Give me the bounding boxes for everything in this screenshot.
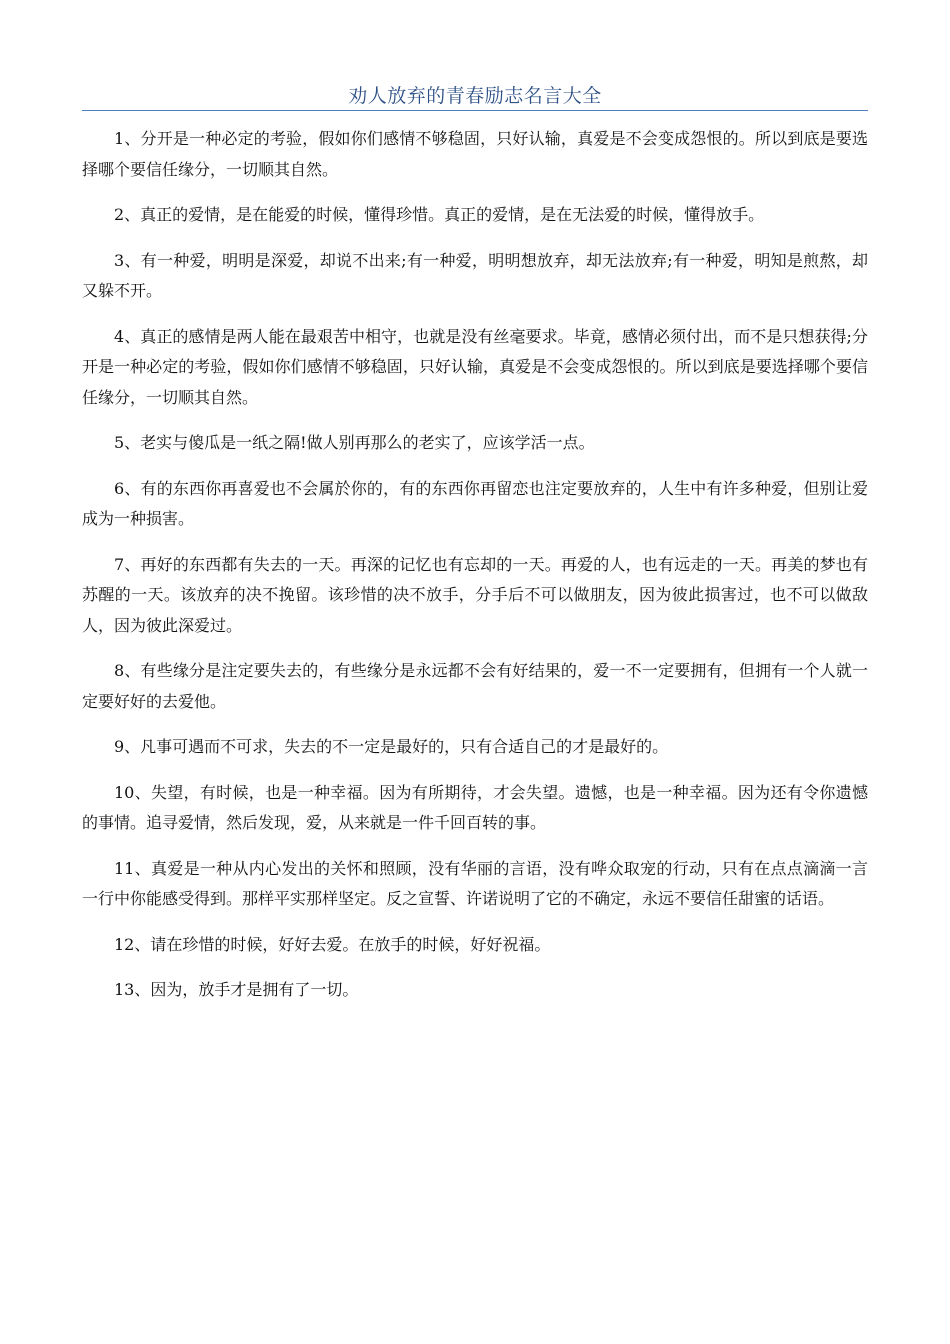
quote-paragraph: 7、再好的东西都有失去的一天。再深的记忆也有忘却的一天。再爱的人，也有远走的一天。再美的梦也有苏醒的一天。该放弃的决不挽留。该珍惜的决不放手，分手后不可以做朋友，因为彼此损害过，也不可以做敌人，因为彼此深爱过。 [82, 554, 868, 635]
quote-paragraph: 5、老实与傻瓜是一纸之隔!做人别再那么的老实了，应该学活一点。 [114, 433, 595, 452]
quote-paragraph: 6、有的东西你再喜爱也不会属於你的，有的东西你再留恋也注定要放弃的，人生中有许多种爱，但别让爱成为一种损害。 [82, 478, 868, 528]
quote-paragraph: 11、真爱是一种从内心发出的关怀和照顾，没有华丽的言语，没有哗众取宠的行动，只有在点点滴滴一言一行中你能感受得到。那样平实那样坚定。反之宣誓、许诺说明了它的不确定，永远不要信任甜蜜的话语。 [82, 858, 868, 908]
quote-paragraph: 1、分开是一种必定的考验，假如你们感情不够稳固，只好认输，真爱是不会变成怨恨的。所以到底是要选择哪个要信任缘分，一切顺其自然。 [82, 129, 868, 179]
quote-paragraph: 4、真正的感情是两人能在最艰苦中相守，也就是没有丝毫要求。毕竟，感情必须付出，而不是只想获得;分开是一种必定的考验，假如你们感情不够稳固，只好认输，真爱是不会变成怨恨的。所以到底是要选择哪个要信任缘分，一切顺其自然。 [82, 326, 868, 407]
quote-paragraph: 8、有些缘分是注定要失去的，有些缘分是永远都不会有好结果的，爱一不一定要拥有，但拥有一个人就一定要好好的去爱他。 [82, 661, 868, 711]
document-title: 劝人放弃的青春励志名言大全 [348, 85, 602, 107]
quote-paragraph: 12、请在珍惜的时候，好好去爱。在放手的时候，好好祝福。 [114, 934, 551, 954]
quote-paragraph: 10、失望，有时候，也是一种幸福。因为有所期待，才会失望。遗憾，也是一种幸福。因为还有令你遗憾的事情。追寻爱情，然后发现，爱，从来就是一件千回百转的事。 [82, 782, 868, 832]
document-body [82, 124, 868, 1021]
quote-paragraph: 9、凡事可遇而不可求，失去的不一定是最好的，只有合适自己的才是最好的。 [114, 737, 669, 756]
quote-paragraph: 3、有一种爱，明明是深爱，却说不出来;有一种爱，明明想放弃，却无法放弃;有一种爱，明知是煎熬，却又躲不开。 [82, 250, 868, 300]
title-underline [82, 110, 868, 111]
quote-paragraph: 2、真正的爱情，是在能爱的时候，懂得珍惜。真正的爱情，是在无法爱的时候，懂得放手。 [114, 205, 765, 224]
quote-paragraph: 13、因为，放手才是拥有了一切。 [114, 980, 359, 999]
